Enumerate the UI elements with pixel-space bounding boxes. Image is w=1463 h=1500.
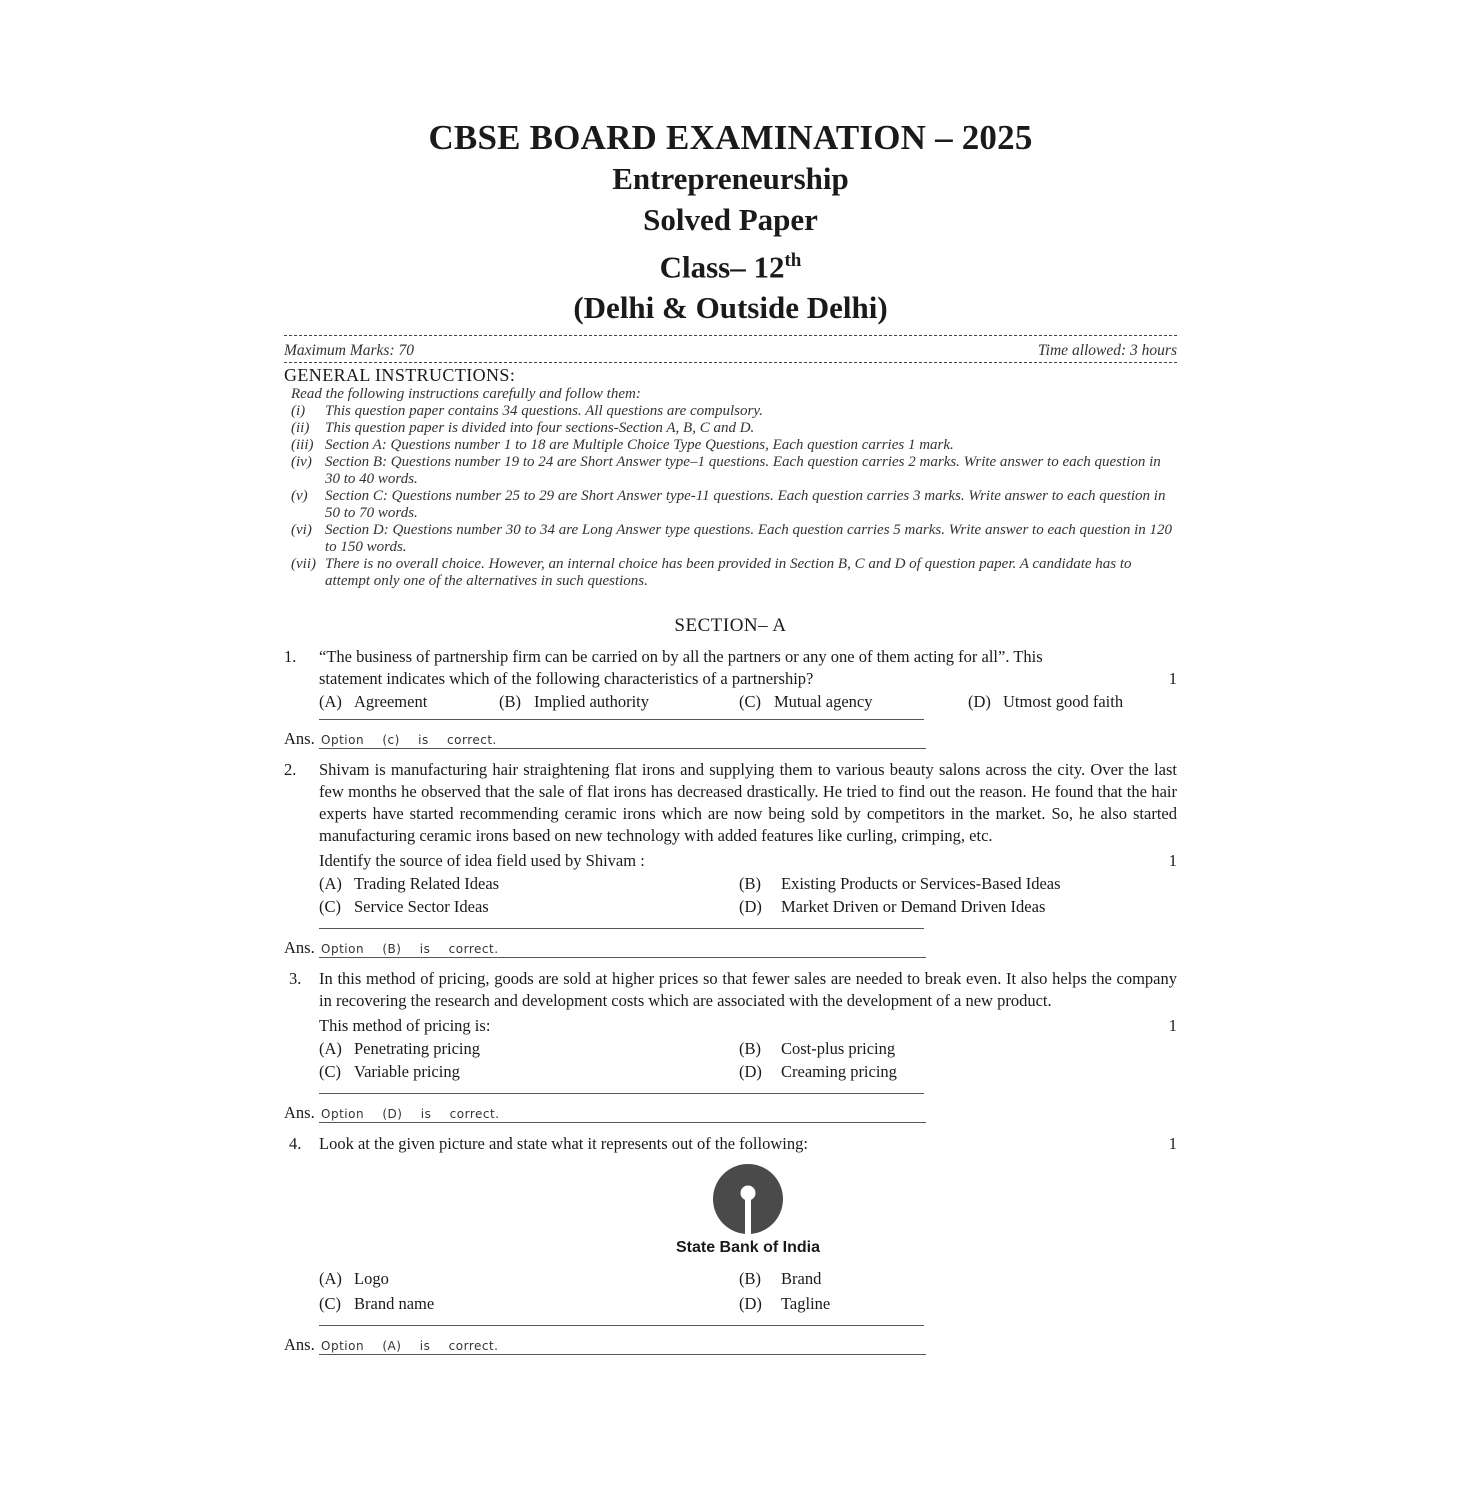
- instruction-text: Section B: Questions number 19 to 24 are Short Answer type–1 questions. Each question carries 2 marks. Write answer to each question in 30 to 40 words.: [325, 454, 1161, 488]
- instruction-number: (v): [291, 488, 308, 505]
- option-text: Tagline: [781, 1294, 831, 1314]
- option-text: Trading Related Ideas: [354, 874, 500, 894]
- question-prompt-line: [319, 850, 1177, 872]
- option-b: [739, 873, 1177, 895]
- option-d: [739, 1061, 1177, 1083]
- answer-label: Ans.: [284, 938, 315, 958]
- question-body: [319, 646, 1177, 713]
- indent-spacer: [284, 1267, 319, 1315]
- question-prompt: Identify the source of idea field used by Shivam :: [319, 851, 645, 871]
- option-c: [739, 691, 968, 713]
- question-3: [284, 968, 1177, 1083]
- instruction-item: [291, 420, 1177, 437]
- question-text: Look at the given picture and state what it represents out of the following:: [319, 1134, 808, 1154]
- options-grid: [319, 1038, 1177, 1083]
- answer-rule: [319, 928, 924, 929]
- option-letter: (C): [319, 1294, 341, 1314]
- handwritten-answer: Option (B) is correct.: [319, 941, 926, 958]
- instruction-number: (iii): [291, 437, 314, 454]
- option-letter: (A): [319, 874, 342, 894]
- question-prompt: This method of pricing is:: [319, 1016, 491, 1036]
- option-letter: (A): [319, 1269, 342, 1289]
- handwritten-answer: Option (A) is correct.: [319, 1338, 926, 1355]
- question-text-line: [319, 1133, 1177, 1155]
- answer-label: Ans.: [284, 729, 315, 749]
- instruction-number: (i): [291, 403, 306, 420]
- options-row: [319, 691, 1177, 713]
- logo-caption: State Bank of India: [675, 1239, 821, 1257]
- option-letter: (A): [319, 1039, 342, 1059]
- option-a: [319, 873, 739, 895]
- answer-1: [284, 729, 1177, 749]
- question-body: [319, 1267, 1177, 1315]
- exam-meta: [284, 341, 1177, 361]
- exam-title: CBSE BOARD EXAMINATION – 2025: [428, 118, 1033, 157]
- option-text: Brand name: [354, 1294, 435, 1314]
- instruction-text: Section A: Questions number 1 to 18 are Multiple Choice Type Questions, Each question carries 1 mark.: [325, 437, 954, 454]
- region-title: (Delhi & Outside Delhi): [573, 290, 888, 326]
- class-label: Class– 12: [659, 249, 785, 285]
- option-letter: (C): [319, 1062, 341, 1082]
- option-d: [739, 1293, 1177, 1315]
- instruction-number: (vi): [291, 522, 312, 539]
- instructions-heading: GENERAL INSTRUCTIONS:: [284, 365, 516, 386]
- instruction-text: This question paper is divided into four sections-Section A, B, C and D.: [325, 420, 755, 437]
- option-letter: (C): [739, 692, 761, 712]
- section-heading: SECTION– A: [674, 615, 787, 637]
- option-letter: (C): [319, 897, 341, 917]
- instruction-item: [291, 437, 1177, 454]
- option-d: [739, 896, 1177, 918]
- instruction-item: [291, 522, 1177, 556]
- option-c: [319, 896, 739, 918]
- option-letter: (D): [739, 1294, 762, 1314]
- option-text: Market Driven or Demand Driven Ideas: [781, 897, 1046, 917]
- option-text: Variable pricing: [354, 1062, 460, 1082]
- question-text: Shivam is manufacturing hair straightening flat irons and supplying them to various beauty salons across the city. Over the last few months he observed that the sale of flat irons has decreased drastically. He tried to find out the reason. He found that the hair experts have started recommending ceramic irons which are now being sold by competitors in the market. So, he also started manufacturing ceramic irons based on new technology with added features like curling, crimping, etc.: [319, 760, 1177, 846]
- question-2: [284, 759, 1177, 918]
- option-text: Agreement: [354, 692, 428, 712]
- instruction-text: Section C: Questions number 25 to 29 are Short Answer type-11 questions. Each question carries 3 marks. Write answer to each question in 50 to 70 words.: [325, 488, 1166, 522]
- question-text: “The business of partnership firm can be carried on by all the partners or any one of them acting for all”. This: [319, 647, 1043, 667]
- question-marks: 1: [1168, 669, 1177, 689]
- option-text: Mutual agency: [774, 692, 873, 712]
- option-text: Penetrating pricing: [354, 1039, 481, 1059]
- option-text: Creaming pricing: [781, 1062, 897, 1082]
- option-text: Brand: [781, 1269, 822, 1289]
- answer-label: Ans.: [284, 1103, 315, 1123]
- option-text: Logo: [354, 1269, 389, 1289]
- question-4-options: [284, 1267, 1177, 1315]
- question-marks: 1: [1168, 1134, 1177, 1154]
- option-letter: (B): [739, 1269, 761, 1289]
- option-d: [968, 691, 1123, 713]
- sbi-logo-figure: [319, 1163, 1177, 1257]
- instructions-intro: Read the following instructions carefully and follow them:: [291, 386, 641, 403]
- options-grid: [319, 873, 1177, 918]
- option-text: Implied authority: [534, 692, 650, 712]
- option-text: Service Sector Ideas: [354, 897, 489, 917]
- question-number: 3.: [289, 969, 302, 989]
- instruction-number: (ii): [291, 420, 310, 437]
- handwritten-answer: Option (D) is correct.: [319, 1106, 926, 1123]
- time-allowed: Time allowed: 3 hours: [1037, 342, 1177, 360]
- option-letter: (B): [499, 692, 521, 712]
- option-letter: (D): [739, 1062, 762, 1082]
- question-text-line: [319, 668, 1177, 690]
- instruction-item: [291, 454, 1177, 488]
- instructions-list: [284, 403, 1177, 590]
- question-number: 1.: [284, 647, 297, 667]
- instruction-number: (iv): [291, 454, 312, 471]
- option-letter: (A): [319, 692, 342, 712]
- question-prompt-line: [319, 1015, 1177, 1037]
- option-text: Existing Products or Services-Based Ideas: [781, 874, 1061, 894]
- instruction-item: [291, 488, 1177, 522]
- options-grid: [319, 1268, 1177, 1315]
- max-marks: Maximum Marks: 70: [284, 342, 415, 360]
- answer-3: [284, 1103, 1177, 1123]
- instruction-text: There is no overall choice. However, an internal choice has been provided in Section B, C and D of question paper. A candidate has to attempt only one of the alternatives in such questions.: [325, 556, 1132, 590]
- instruction-item: [291, 403, 1177, 420]
- class-superscript: th: [784, 250, 802, 271]
- option-letter: (B): [739, 874, 761, 894]
- answer-4: [284, 1335, 1177, 1355]
- option-letter: (B): [739, 1039, 761, 1059]
- instruction-text: This question paper contains 34 questions. All questions are compulsory.: [325, 403, 763, 420]
- option-b: [739, 1038, 1177, 1060]
- question-marks: 1: [1168, 851, 1177, 871]
- question-body: [319, 759, 1177, 918]
- option-a: [319, 1268, 739, 1290]
- subject-title: Entrepreneurship: [612, 161, 849, 196]
- exam-page: [284, 118, 1177, 1355]
- instruction-item: [291, 556, 1177, 590]
- handwritten-answer: Option (c) is correct.: [319, 732, 926, 749]
- answer-rule: [319, 1325, 924, 1326]
- option-b: [499, 691, 739, 713]
- option-text: Cost-plus pricing: [781, 1039, 896, 1059]
- class-title: [284, 240, 1177, 287]
- top-dashed-divider: [284, 335, 1177, 336]
- question-1: [284, 646, 1177, 713]
- question-4: [284, 1133, 1177, 1155]
- answer-2: [284, 938, 1177, 958]
- paper-title: Solved Paper: [643, 202, 818, 237]
- question-body: [319, 968, 1177, 1083]
- option-a: [319, 1038, 739, 1060]
- instruction-text: Section D: Questions number 30 to 34 are Long Answer type questions. Each question carries 5 marks. Write answer to each question in 120 to 150 words.: [325, 522, 1173, 556]
- answer-label: Ans.: [284, 1335, 315, 1355]
- question-body: [319, 1133, 1177, 1155]
- option-text: Utmost good faith: [1003, 692, 1124, 712]
- option-c: [319, 1061, 739, 1083]
- question-text: In this method of pricing, goods are sold at higher prices so that fewer sales are needed to break even. It also helps the company in recovering the research and development costs which are associated with the development of a new product.: [319, 969, 1177, 1011]
- question-number: 2.: [284, 760, 297, 780]
- answer-rule: [319, 1093, 924, 1094]
- option-b: [739, 1268, 1177, 1290]
- bottom-dashed-divider: [284, 362, 1177, 363]
- question-number: 4.: [289, 1134, 302, 1154]
- answer-rule: [319, 719, 924, 720]
- option-letter: (D): [968, 692, 991, 712]
- option-c: [319, 1293, 739, 1315]
- instruction-number: (vii): [291, 556, 316, 573]
- sbi-logo-icon: [712, 1163, 784, 1235]
- option-a: [319, 691, 499, 713]
- question-marks: 1: [1168, 1016, 1177, 1036]
- option-letter: (D): [739, 897, 762, 917]
- question-text-continued: statement indicates which of the following characteristics of a partnership?: [319, 669, 814, 689]
